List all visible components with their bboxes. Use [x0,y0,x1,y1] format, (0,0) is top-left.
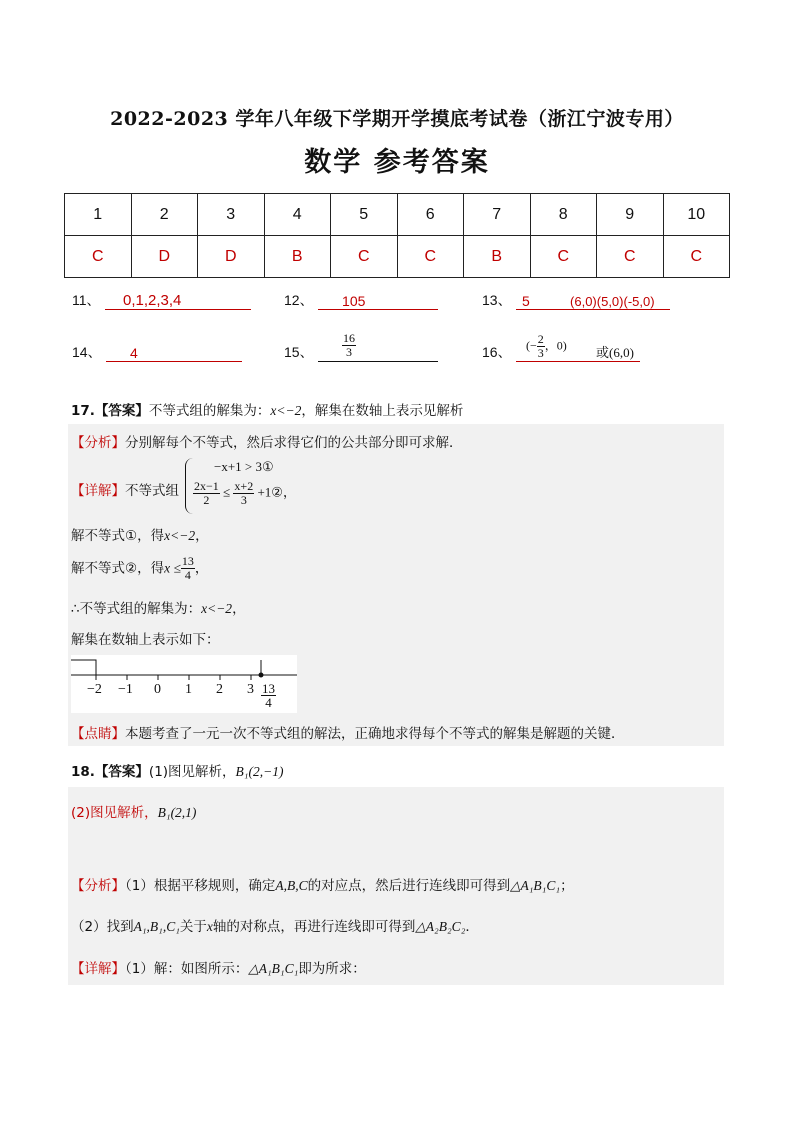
tick-label: 3 [247,682,254,697]
q16-answer: 16、 (− $\frac{2}{3}$ ，0) 或(6,0) [482,342,640,362]
q11-answer: 11、 0,1,2,3,4 [72,290,251,310]
q17-detail-label: 【详解】不等式组 [71,483,179,499]
answer-table [64,193,730,278]
q18-part2-answer: (2)图见解析，B₁(2,1) [71,805,197,821]
q18-analysis: 【分析】（1）根据平移规则，确定A,B,C的对应点，然后进行连线即可得到△A₁B₁C₁； [71,878,574,894]
solution-range-bracket [71,660,96,675]
fraction: $\frac{x+2}{3}$ [234,479,254,507]
q12-answer: 12、 105 [284,290,438,310]
q17-analysis: 【分析】分别解每个不等式，然后求得它们的公共部分即可求解． [71,435,463,451]
answer-cell: C [530,236,597,278]
question-number: 1 [65,194,132,236]
question-number: 4 [264,194,331,236]
tick-label: −2 [87,682,102,697]
q18-detail: 【详解】（1）解：如图所示：△A₁B₁C₁即为所求： [71,961,366,977]
q18-analysis-part2: （2）找到A₁,B₁,C₁关于x轴的对称点，再进行连线即可得到△A₂B₂C₂． [71,919,479,935]
answer-cell: B [464,236,531,278]
answer-cell: C [597,236,664,278]
tick-label: 2 [216,682,223,697]
q15-answer: 15、 $\frac{16}{3}$ [284,342,438,362]
q17-step-4: 解集在数轴上表示如下： [71,632,220,648]
answer-cell: C [663,236,730,278]
answer-cell: B [264,236,331,278]
tick-label-fraction: $\frac{13}{4}$ [262,681,275,710]
answer-cell: C [65,236,132,278]
question-number: 9 [597,194,664,236]
q14-answer: 14、 4 [72,342,242,362]
question-number: 7 [464,194,531,236]
answer-cell: C [331,236,398,278]
question-number: 8 [530,194,597,236]
inequality-1: −x+1 > 3① [214,459,274,474]
answer-cell: C [397,236,464,278]
inequality-2: $\frac{2x-1}{2}$ ≤ $\frac{x+2}{3}$ +1②， [194,479,296,507]
q17-answer-line: 17.【答案】不等式组的解集为：x<−2，解集在数轴上表示见解析 [71,403,464,419]
number-line-panel [71,655,297,713]
question-number: 2 [131,194,198,236]
tick-label: 0 [154,682,161,697]
fraction: $\frac{13}{4}$ [181,554,194,582]
q17-step-1: 解不等式①，得x<−2， [71,528,209,544]
question-number: 10 [663,194,730,236]
table-row-numbers [65,194,730,236]
tick-label: 1 [185,682,192,697]
fraction: $\frac{16}{3}$ [343,331,356,359]
q13-answer: 13、 5 (6,0)(5,0)(-5,0) [482,290,670,310]
question-number: 6 [397,194,464,236]
fraction: $\frac{2}{3}$ [537,332,544,360]
answer-cell: D [131,236,198,278]
answer-cell: D [198,236,265,278]
q17-step-3: ∴不等式组的解集为：x<−2， [71,601,246,617]
q17-remark: 【点睛】本题考查了一元一次不等式组的解法，正确地求得每个不等式的解集是解题的关键． [71,726,625,742]
table-row-answers [65,236,730,278]
tick-label: −1 [118,682,133,697]
question-number: 5 [331,194,398,236]
page-title: 2022-2023 学年八年级下学期开学摸底考试卷（浙江宁波专用） [110,108,684,130]
question-number: 3 [198,194,265,236]
q18-answer-line: 18.【答案】(1)图见解析，B₁(2,−1) [71,764,284,780]
page-subtitle: 数学 参考答案 [304,147,490,178]
q17-step-2: 解不等式②，得x ≤ $\frac{13}{4}$ ， [71,554,209,582]
fraction: $\frac{2x-1}{2}$ [194,479,219,507]
